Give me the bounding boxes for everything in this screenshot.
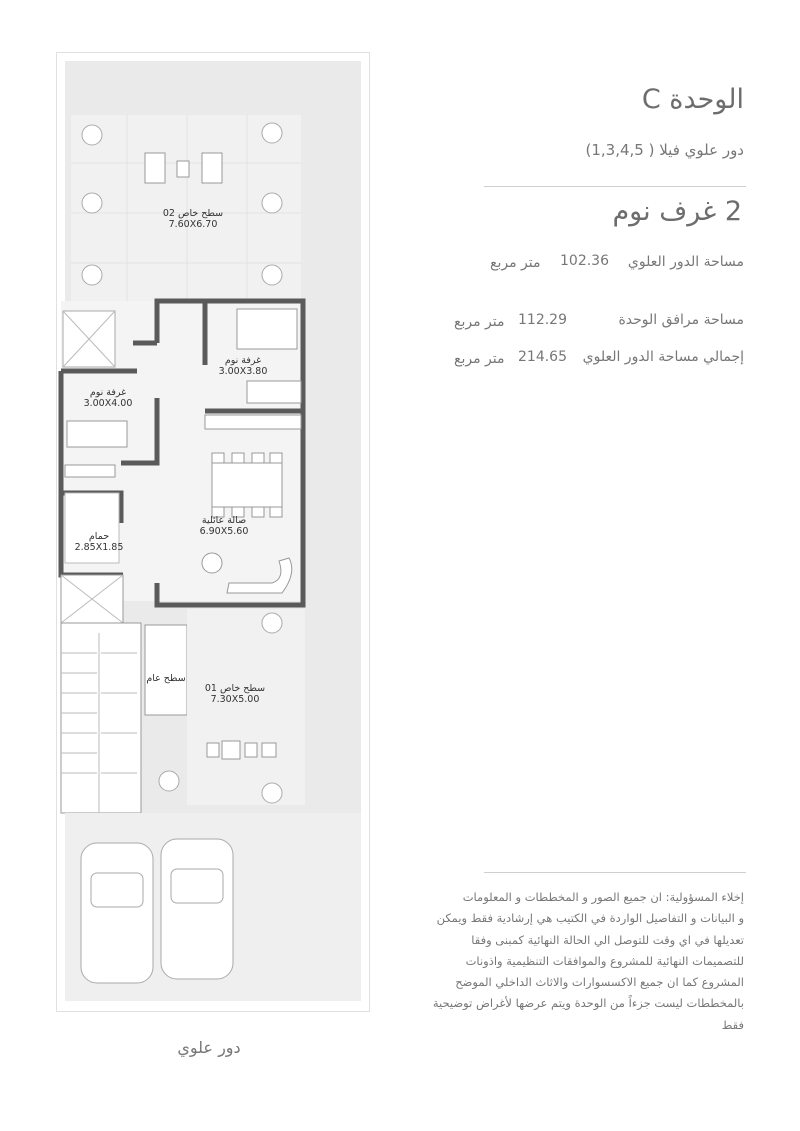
disclaimer-line: إخلاء المسؤولية: ان جميع الصور و المخططات و المعلومات bbox=[462, 890, 744, 904]
upper-floor-area-unit: متر مربع bbox=[490, 255, 541, 271]
room-label-private-roof-1 bbox=[195, 683, 275, 705]
room-dims: 7.60X6.70 bbox=[168, 219, 218, 230]
room-name: صالة عائلية bbox=[201, 515, 247, 526]
room-label-public-roof bbox=[145, 673, 187, 684]
room-dims: 3.00X3.80 bbox=[218, 366, 268, 377]
floor-plan bbox=[56, 52, 370, 1012]
room-label-bathroom bbox=[71, 531, 127, 553]
room-name: حمام bbox=[88, 531, 110, 542]
disclaimer-line: للتصميمات النهائية للمشروع والموافقات التنظيمية واذونات bbox=[465, 953, 744, 968]
room-label-family-hall bbox=[191, 515, 257, 537]
unit-title: الوحدة C bbox=[641, 84, 744, 115]
room-label-bedroom-1 bbox=[213, 355, 273, 377]
rooms-count: 2 غرف نوم bbox=[612, 196, 742, 227]
divider bbox=[484, 186, 746, 187]
disclaimer-line: المشروع كما ان جميع الاكسسوارات والاثاث الداخلي الموضح bbox=[455, 975, 744, 990]
room-dims: 2.85X1.85 bbox=[74, 542, 124, 553]
upper-floor-area-label: مساحة الدور العلوي bbox=[627, 254, 744, 270]
facilities-area-label: مساحة مرافق الوحدة bbox=[618, 312, 744, 328]
disclaimer-line: و البيانات و التفاصيل الواردة في الكتيب هي إرشادية فقط ويمكن bbox=[436, 911, 744, 926]
divider bbox=[484, 872, 746, 873]
room-name: سطح عام bbox=[146, 673, 186, 684]
room-name: غرفة نوم bbox=[89, 387, 127, 398]
disclaimer-line: بالمخططات ليست جزءاً من الوحدة ويتم عرضها لأغراض توضيحية فقط bbox=[432, 996, 744, 1032]
disclaimer-line: تعديلها في اي وقت للتوصل الي الحالة النهائية كمبنى وفقا bbox=[471, 932, 744, 947]
upper-floor-area-value: 102.36 bbox=[560, 253, 609, 269]
total-area-value: 214.65 bbox=[518, 349, 567, 365]
disclaimer bbox=[424, 887, 744, 1036]
room-label-bedroom-2 bbox=[77, 387, 139, 409]
room-label-private-roof-2 bbox=[153, 208, 233, 230]
room-name: غرفة نوم bbox=[224, 355, 262, 366]
room-name: سطح خاص 01 bbox=[204, 683, 266, 694]
room-dims: 6.90X5.60 bbox=[199, 526, 249, 537]
room-name: سطح خاص 02 bbox=[162, 208, 224, 219]
facilities-area-unit: متر مربع bbox=[454, 314, 505, 330]
room-dims: 3.00X4.00 bbox=[83, 398, 133, 409]
total-area-unit: متر مربع bbox=[454, 351, 505, 367]
facilities-area-value: 112.29 bbox=[518, 312, 567, 328]
total-area-label: إجمالي مساحة الدور العلوي bbox=[582, 349, 744, 365]
unit-subtitle: دور علوي فيلا ( 1,3,4,5) bbox=[585, 141, 744, 159]
floor-caption: دور علوي bbox=[177, 1038, 241, 1057]
room-dims: 7.30X5.00 bbox=[210, 694, 260, 705]
